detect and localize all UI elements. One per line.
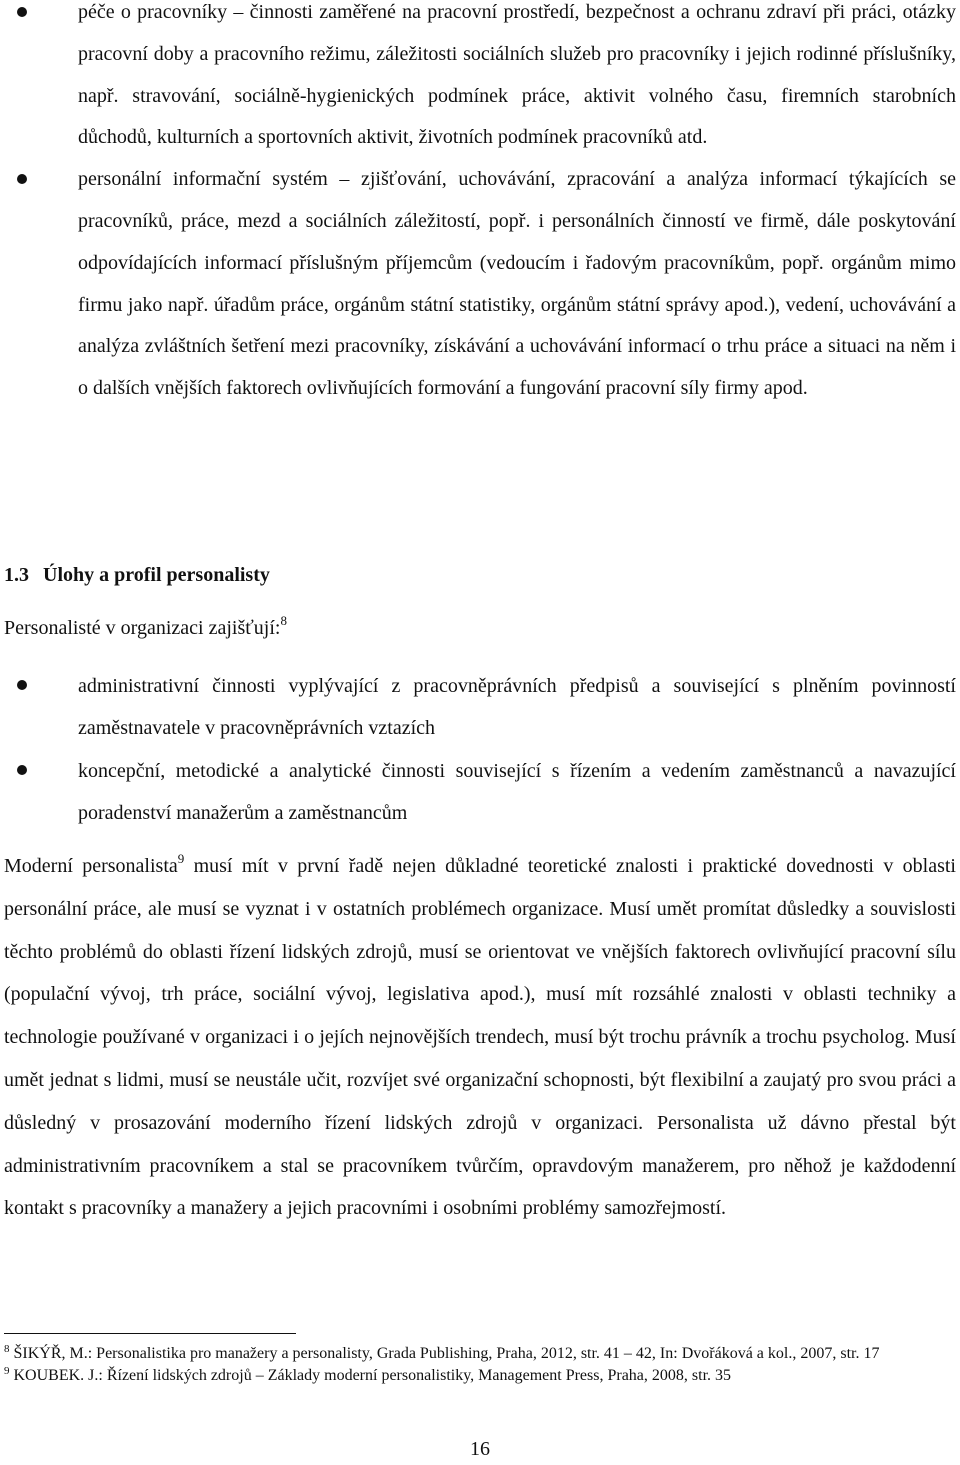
list-item-text: personální informační systém – zjišťování, uchovávání, zpracování a analýza informací týkajících se pracovníků, práce, mezd a sociálních záležitostí, popř. i personálních činností ve firmě, dále poskytování odpovídajících informací příslušným příjemcům (vedoucím i řadovým pracovníkům, popř. orgánům mimo firmu jako např. úřadům práce, orgánům státní statistiky, orgánům státní správy apod.), vedení, uchovávání a analýza zvláštních šetření mezi pracovníky, získávání a uchovávání informací o trhu práce a situaci na něm i o dalších vnějších faktorech ovlivňujících formování a fungování pracovní síly firmy apod.	[78, 168, 956, 400]
paragraph-lead: Moderní personalista	[4, 855, 178, 877]
footnote-reference[interactable]: 8	[280, 613, 287, 628]
section-number: 1.3	[4, 564, 29, 586]
list-item-text: koncepční, metodické a analytické činnosti související s řízením a vedením zaměstnanců a navazující poradenství manažerům a zaměstnancům	[78, 760, 956, 824]
list-item-text: administrativní činnosti vyplývající z pracovněprávních předpisů a související s plněním povinností zaměstnavatele v pracovněprávních vztazích	[78, 675, 956, 739]
footnote	[4, 1343, 884, 1365]
activities-bullet-list	[0, 0, 960, 410]
footnote-text: KOUBEK. J.: Řízení lidských zdrojů – Základy moderní personalistiky, Management Press, Praha, 2008, str. 35	[9, 1366, 732, 1384]
intro-text: Personalisté v organizaci zajišťují:	[4, 617, 281, 639]
bullet-icon	[17, 174, 27, 184]
body-paragraph	[4, 845, 956, 1230]
list-item	[0, 159, 960, 410]
footnote-reference[interactable]: 9	[177, 851, 185, 866]
intro-paragraph	[4, 613, 287, 643]
list-item-text: péče o pracovníky – činnosti zaměřené na pracovní prostředí, bezpečnost a ochranu zdraví při práci, otázky pracovní doby a pracovního režimu, záležitosti sociálních služeb pro pracovníky i jejich rodinné příslušníky, např. stravování, sociálně-hygienických podmínek práce, aktivit volného času, firemních starobních důchodů, kulturních a sportovních aktivit, životních podmínek pracovníků atd.	[78, 1, 956, 149]
bullet-icon	[17, 680, 27, 690]
list-item	[0, 0, 960, 159]
footnote-mark: 8	[4, 1343, 10, 1355]
list-item	[0, 750, 960, 835]
section-heading	[4, 560, 270, 590]
list-item	[0, 665, 960, 750]
footnote-mark: 9	[4, 1364, 10, 1377]
footnotes	[4, 1343, 884, 1386]
section-title: Úlohy a profil personalisty	[43, 564, 270, 586]
bullet-icon	[17, 765, 27, 775]
paragraph-text: musí mít v první řadě nejen důkladné teoretické znalosti i praktické dovednosti v oblasti personální práce, ale musí se vyznat i v ostatních problémech organizace. Musí umět promítat důsledky a souvislosti těchto problémů do oblasti řízení lidských zdrojů, musí se orientovat ve vnějších faktorech ovlivňující pracovní sílu (populační vývoj, trh práce, sociální vývoj, legislativa apod.), musí mít rozsáhlé znalosti v oblasti techniky a technologie používané v organizaci i o jejích nejnovějších trendech, musí být trochu právník a trochu psycholog. Musí umět jednat s lidmi, musí se neustále učit, rozvíjet své organizační schopnosti, být flexibilní a zaujatý pro svou práci a důsledný v prosazování moderního řízení lidských zdrojů v organizaci. Personalista už dávno přestal být administrativním pracovníkem a stal se pracovníkem tvůrčím, opravdovým manažerem, pro něhož je každodenní kontakt s pracovníky a manažery a jejich pracovními i osobními problémy samozřejmostí.	[4, 855, 956, 1220]
bullet-icon	[17, 7, 27, 17]
tasks-bullet-list	[0, 665, 960, 835]
footnote-separator	[4, 1333, 296, 1334]
footnote	[4, 1365, 884, 1387]
footnote-text: ŠIKÝŘ, M.: Personalistika pro manažery a personalisty, Grada Publishing, Praha, 2012, str. 41 – 42, In: Dvořáková a kol., 2007, str. 17	[9, 1345, 880, 1362]
page-number: 16	[470, 1438, 490, 1460]
